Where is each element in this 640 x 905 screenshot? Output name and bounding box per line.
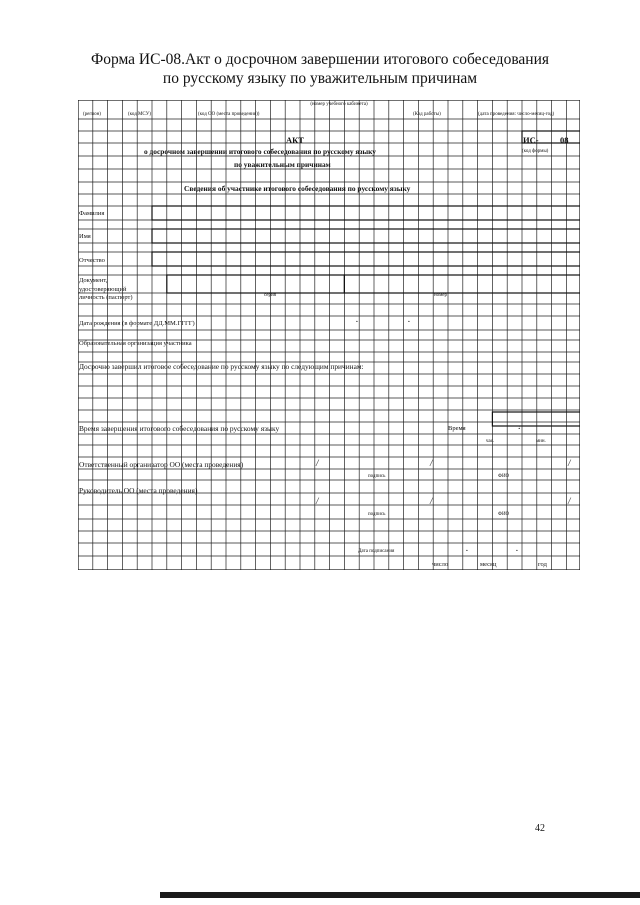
- organizer-fio-caption: ФИО: [498, 474, 510, 479]
- director-signature-caption: подпись: [368, 512, 386, 517]
- month-caption: месяц: [480, 561, 497, 568]
- director-fio-caption: ФИО: [498, 512, 510, 517]
- label-document: Документ, удостоверяющий личность (паспорт): [79, 277, 133, 301]
- signing-date-label: Дата подписания: [358, 549, 395, 554]
- caption-workplace-code: (Код работы): [413, 112, 441, 117]
- minutes-caption: мин.: [536, 439, 546, 444]
- organizer-slash-1: /: [316, 458, 319, 468]
- label-surname: Фамилия: [79, 210, 105, 217]
- organizer-slash-3: /: [568, 458, 571, 468]
- form-grid: [78, 100, 580, 570]
- director-label: Руководитель ОО (места проведения): [79, 486, 198, 495]
- page-number: 42: [535, 823, 545, 834]
- organizer-slash-2: /: [430, 458, 433, 468]
- form-title-line1: Форма ИС-08.Акт о досрочном завершении итогового собеседования: [90, 51, 550, 68]
- label-name: Имя: [79, 233, 91, 240]
- caption-oo-code: (код ОО (места проведения)): [198, 112, 260, 117]
- scan-edge-bar: [160, 892, 640, 898]
- hours-caption: час.: [486, 439, 495, 444]
- act-subject-line2: по уважительным причинам: [234, 160, 331, 169]
- time-box: [492, 412, 580, 426]
- form-title-line2: по русскому языку по уважительным причинам: [162, 70, 478, 87]
- date-dot-1: .: [466, 544, 468, 553]
- date-dot-2: .: [516, 544, 518, 553]
- reason-title: Досрочно завершил итоговое собеседование по русскому языку по следующим причинам:: [79, 362, 364, 371]
- label-number: номер: [434, 293, 447, 298]
- day-caption: число: [432, 561, 449, 568]
- label-birth-date: Дата рождения (в формате ДД.ММ.ГГГГ): [79, 320, 195, 327]
- organizer-signature-caption: подпись: [368, 474, 386, 479]
- caption-date: (дата проведения: число-месяц-год): [478, 112, 555, 117]
- director-slash-1: /: [316, 496, 319, 506]
- caption-room-number: (номер учебного кабинета): [310, 102, 368, 107]
- document-number-box: [344, 275, 580, 293]
- time-label: Время завершения итогового собеседования по русскому языку: [79, 424, 280, 433]
- caption-msu-code: (код МСУ): [128, 112, 151, 117]
- director-slash-2: /: [430, 496, 433, 506]
- time-colon: :: [518, 422, 521, 431]
- caption-region: (регион): [83, 112, 101, 117]
- surname-field-box: [152, 206, 580, 220]
- label-patronymic: Отчество: [79, 257, 105, 264]
- form-code-prefix: ИС-: [523, 135, 539, 145]
- director-slash-3: /: [568, 496, 571, 506]
- patronymic-field-box: [152, 252, 580, 266]
- birth-dot-2: .: [408, 315, 410, 324]
- time-caption: Время: [448, 425, 466, 432]
- participant-section-title: Сведения об участнике итогового собеседования по русскому языку: [184, 184, 411, 193]
- label-organization: Образовательная организация участника: [79, 340, 192, 347]
- label-series: серия: [264, 293, 276, 298]
- form-code-number: 08: [560, 135, 569, 145]
- form-outer-frame: [78, 100, 580, 570]
- act-subject-line1: о досрочном завершении итогового собеседования по русскому языку: [144, 147, 376, 156]
- act-heading: АКТ: [286, 135, 304, 145]
- year-caption: год: [538, 561, 547, 568]
- birth-dot-1: .: [356, 315, 358, 324]
- grid-lines: [78, 100, 580, 570]
- name-field-box: [152, 229, 580, 243]
- form-title: [0, 50, 640, 88]
- form-code-caption: (код формы): [522, 149, 549, 154]
- organizer-label: Ответственный организатор ОО (места проведения): [79, 460, 244, 469]
